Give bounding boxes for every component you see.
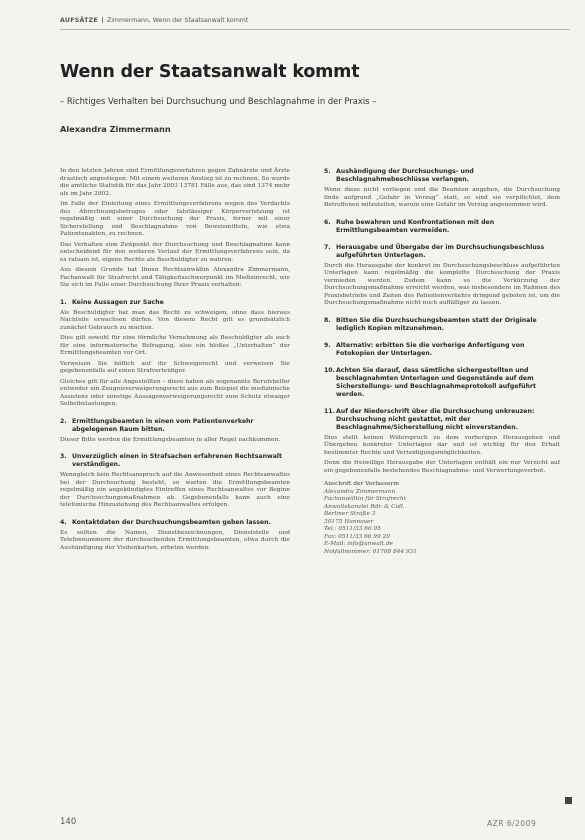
section-number: 6. [324, 218, 331, 226]
section-number: 3. [60, 453, 67, 460]
body-paragraph: Dies stellt keinen Widerspruch zu dem vorherigen Herausgeben und Übergeben konkreter Unterlagen dar und ist wichtig für den Erhalt bestimmter Rechte und Verteidigungsmöglichkeiten. [324, 434, 560, 456]
section-heading-text: Aushändigung der Durchsuchungs- und Beschlagnahmebeschlüsse verlangen. [336, 168, 474, 183]
article-subtitle: – Richtiges Verhalten bei Durchsuchung und Beschlagnahme in der Praxis – [60, 96, 377, 106]
section-heading-text: Kontaktdaten der Durchsuchungsbeamten geben lassen. [72, 518, 271, 526]
body-paragraph: Gleiches gilt für alle Angestellten – diese haben als sogenannte Berufshelfer entweder ein Zeugnisverweigerungsrecht aus zum Beispiel die medizinische Assistenz oder sonstige Aussagenverweigerungsrecht zum Schutz etwaiger Selbstbelastungen. [60, 378, 290, 407]
section-number: 10. [324, 366, 335, 374]
header-rule [60, 29, 570, 30]
section-heading [60, 519, 290, 527]
section-heading-text: Keine Aussagen zur Sache [72, 298, 164, 306]
author-address [324, 481, 560, 556]
address-line: Notfallnummer: 01708 844 931 [324, 548, 417, 555]
section-heading [60, 418, 290, 434]
running-header [60, 17, 248, 24]
section-number: 1. [60, 298, 67, 306]
section-heading [324, 342, 560, 358]
corner-marker [565, 797, 572, 804]
body-paragraph: Wenn diese nicht vorliegen und die Beamten angeben, die Durchsuchung finde aufgrund „Gefahr in Verzug“ statt, so sind sie verpflichtet, dem Betroffenen mitzuteilen, warum eine Gefahr im Verzug angenommen wird. [324, 187, 560, 208]
section-heading-text: Ruhe bewahren und Konfrontationen mit den Ermittlungsbeamten vermeiden. [336, 218, 495, 234]
right-column [324, 168, 560, 556]
section-number: 2. [60, 417, 67, 425]
body-paragraph: Es sollten die Namen, Dienstbezeichnungen, Dienststelle und Telefonnummern der durchsuchenden Ermittlungsbeamten, etwa durch die Aushändigung der Visitenkarten, erbeten werden. [60, 529, 290, 551]
section-label: AUFSÄTZE [60, 17, 98, 24]
address-line: Fax: 0511/33 66 99 20 [324, 533, 390, 540]
section-heading [60, 299, 290, 307]
header-separator [102, 17, 103, 23]
address-label: Anschrift der Verfasserin [324, 481, 399, 487]
intro-paragraph: Aus diesem Grunde hat Ihnen Rechtsanwältin Alexandra Zimmermann, Fachanwalt für Strafrecht und Tätigkeitsschwerpunkt im Medizinrecht, wie Sie sich im Falle einer Durchsuchung Ihrer Praxis verhalten: [60, 267, 290, 288]
article-author: Alexandra Zimmermann [60, 124, 171, 134]
intro-paragraph: In den letzten Jahren sind Ermittlungsverfahren gegen Zahnärzte und Ärzte drastisch angestiegen. Mit einem weiteren Anstieg ist zu rechnen. So wurde die amtliche Statistik für das Jahr 2003 13781 Fälle aus, das sind 1374 mehr als im Jahr 2002. [60, 168, 290, 197]
page-number: 140 [60, 817, 77, 827]
body-paragraph: Wenngleich kein Rechtsanspruch auf die Anwesenheit eines Rechtsanwaltes bei der Durchsuchung besteht, so warten die Ermittlungsbeamten regelmäßig ein angekündigtes Eintreffen eines Rechtsanwaltes vor Beginn der Durchsuchungsmaßnahmen ab. Gegebenenfalls kann auch eine telefonische Hinzuziehung des Rechtsanwaltes erfolgen. [60, 472, 290, 508]
article-title: Wenn der Staatsanwalt kommt [60, 62, 360, 82]
section-heading-text: Auf der Niederschrift über die Durchsuchung unkreuzen: Durchsuchung nicht gestattet, mit der Beschlagnahme/Sicherstellung nicht einverstanden. [336, 407, 535, 431]
left-column [60, 168, 290, 555]
section-number: 9. [324, 341, 331, 349]
section-heading [324, 219, 560, 235]
intro-paragraph: Das Verhalten zum Zeitpunkt der Durchsuchung und Beschlagnahme kann entscheidend für den weiteren Verlauf der Ermittlungsverfahrens sein, da es ratsam ist, eigene Rechte als Beschuldigter zu wahren. [60, 241, 290, 263]
section-number: 7. [324, 243, 331, 251]
address-line: Tel.: 0511/33 66 95 [324, 526, 381, 532]
section-heading [324, 367, 560, 399]
body-paragraph: Dies gilt sowohl für eine förmliche Vernehmung als Beschuldigter als auch für eine informatorische Befragung, also ein bloßes „Unterhalten“ der Ermittlungsbeamten vor Ort. [60, 335, 290, 356]
section-number: 4. [60, 518, 67, 526]
body-paragraph: Verweisen Sie höflich auf ihr Schweigerecht und verweisen Sie gegebenenfalls auf einen Strafverteidiger. [60, 360, 290, 374]
address-line: Berliner Straße 3 [324, 511, 376, 517]
body-paragraph: Durch die Herausgabe der konkret im Durchsuchungsbeschluss aufgeführten Unterlagen kann regelmäßig die komplette Durchsuchung der Praxis vermieden werden. Zudem kann so die Verkürzung der Durchsuchungsmaßnahme erreicht werden, was insbesondere im Rahmen des Praxisbetriebs und Zeiten des Patientenverkehrs dringend geboten ist, um die Durchsuchungsmaßnahme nicht noch auffälliger zu lassen. [324, 262, 560, 306]
section-heading [60, 453, 290, 469]
section-heading-text: Ermittlungsbeamten in einen vom Patientenverkehr abgelegenen Raum bitten. [72, 417, 254, 433]
intro-paragraph: Im Falle der Einleitung eines Ermittlungsverfahrens wegen des Verdachts des Abrechnungsbetruges oder fahrlässiger Körperverletzung ist regelmäßig mit einer Durchsuchung der Praxis, ferner mit einer Sicherstellung und Beschlagnahme von Beweismitteln, wie etwa Patientenakten, zu rechnen. [60, 201, 290, 237]
section-number: 8. [324, 316, 331, 324]
address-line: Alexandra Zimmermann [324, 488, 396, 495]
section-heading [324, 317, 560, 333]
section-number: 5. [324, 168, 331, 175]
body-paragraph: Als Beschuldigter hat man das Recht zu schweigen, ohne dass hieraus Nachteile erwachsen dürfen. Von diesem Recht gilt es grundsätzlich zunächst Gebrauch zu machen. [60, 309, 290, 331]
address-line: Anwaltskanzlei Rdr. & Coll. [324, 503, 405, 510]
address-line: E-Mail: info@anwalt.de [324, 541, 393, 547]
section-heading-text: Achten Sie darauf, dass sämtliche sichergestellten und beschlagnahmten Unterlagen und Gegenstände auf dem Sicherstellungs- und Beschlagnahmeprotokoll aufgeführt werden. [336, 366, 536, 398]
body-paragraph: Denn die freiwillige Herausgabe der Unterlagen enthält ein nur Verzicht auf ein gegebenenfalls bestehendes Beschlagnahme- und Verwertungsverbot. [324, 460, 560, 474]
section-heading-text: Alternativ: erbitten Sie die vorherige Anfertigung von Fotokopien der Unterlagen. [336, 341, 525, 357]
section-heading-text: Herausgabe und Übergabe der im Durchsuchungsbeschluss aufgeführten Unterlagen. [336, 243, 545, 259]
section-heading [324, 244, 560, 260]
body-paragraph: Dieser Bitte werden die Ermittlungsbeamten in aller Regel nachkommen. [60, 436, 281, 443]
address-line: Fachanwältin für Strafrecht [324, 496, 406, 502]
section-heading [324, 408, 560, 432]
address-line: 30175 Hannover [324, 518, 374, 525]
section-number: 11. [324, 407, 335, 415]
section-heading-text: Bitten Sie die Durchsuchungsbeamten statt der Originale lediglich Kopien mitzunehmen. [336, 316, 537, 332]
section-heading [324, 168, 560, 184]
running-title: Zimmermann, Wenn der Staatsanwalt kommt [106, 17, 249, 24]
section-heading-text: Unverzüglich einen in Strafsachen erfahrenen Rechtsanwalt verständigen. [72, 453, 282, 468]
journal-reference: AZR 6/2009 [487, 819, 537, 828]
